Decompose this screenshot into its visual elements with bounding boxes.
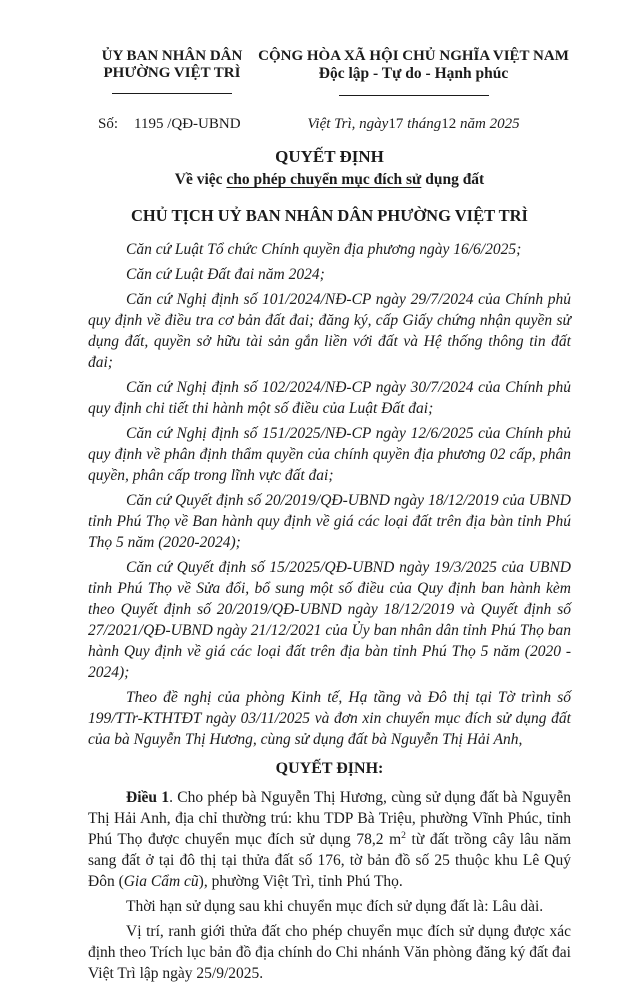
national-motto-underline [339,95,489,96]
org-name-line2: PHƯỜNG VIỆT TRÌ [103,64,241,81]
preamble-paragraph-3: Căn cứ Nghị định số 101/2024/NĐ-CP ngày 29/7/2024 của Chính phủ quy định về điều tra cơ bản đất đai; đăng ký, cấp Giấy chứng nhận quyền sử dụng đất, quyền sở hữu tài sản gắn liền với đất và Hệ thống thông tin đất đai; [88,291,571,371]
preamble-paragraph-6: Căn cứ Quyết định số 20/2019/QĐ-UBND ngày 18/12/2019 của UBND tỉnh Phú Thọ về Ban hành quy định về giá các loại đất trên địa bàn tỉnh Phú Thọ 5 năm (2020-2024); [88,492,571,551]
articles-section [88,787,571,984]
national-header-block [256,48,571,133]
decision-subject: Về việc cho phép chuyển mục đích sử dụng đất [174,171,485,188]
preamble-paragraph-5: Căn cứ Nghị định số 151/2025/NĐ-CP ngày 12/6/2025 của Chính phủ quy định về phân định thẩm quyền của chính quyền địa phương 02 cấp, phân quyền, phân cấp trong lĩnh vực đất đai; [88,425,571,484]
article-1-location-paragraph: Vị trí, ranh giới thửa đất cho phép chuyển mục đích sử dụng được xác định theo Trích lục bản đồ địa chính do Chi nhánh Văn phòng đăng ký đất đai Việt Trì lập ngày 25/9/2025. [88,923,571,982]
article-1-term-paragraph: Thời hạn sử dụng sau khi chuyển mục đích sử dụng đất là: Lâu dài. [126,898,544,915]
preamble-paragraph-1: Căn cứ Luật Tổ chức Chính quyền địa phương ngày 16/6/2025; [126,241,522,258]
preamble-paragraph-7: Căn cứ Quyết định số 15/2025/QĐ-UBND ngày 19/3/2025 của UBND tỉnh Phú Thọ về Sửa đổi, bổ sung một số điều của Quy định ban hành kèm theo Quyết định số 20/2019/QĐ-UBND ngày 18/12/2019 và Quyết định số 27/2021/QĐ-UBND ngày 21/12/2021 của Ủy ban nhân dân tỉnh Phú Thọ ban hành Quy định về giá các loại đất trên địa bàn tỉnh Phú Thọ 5 năm (2020 - 2024); [88,559,571,681]
preamble-paragraph-4: Căn cứ Nghị định số 102/2024/NĐ-CP ngày 30/7/2024 của Chính phủ quy định chi tiết thi hành một số điều của Luật Đất đai; [88,379,571,417]
decision-heading: QUYẾT ĐỊNH: [275,760,384,777]
preamble-paragraph-8: Theo đề nghị của phòng Kinh tế, Hạ tầng và Đô thị tại Tờ trình số 199/TTr-KTHTĐT ngày 03/11/2025 và đơn xin chuyển mục đích sử dụng đất của bà Nguyễn Thị Hương, cùng sử dụng đất bà Nguyễn Thị Hải Anh, [88,689,571,748]
national-motto-line1: CỘNG HÒA XÃ HỘI CHỦ NGHĨA VIỆT NAM [258,48,569,64]
preamble-section [88,239,571,750]
document-number-line [88,116,256,133]
issuing-authority-title: CHỦ TỊCH UỶ BAN NHÂN DÂN PHƯỜNG VIỆT TRÌ [131,206,528,225]
org-name-line1: ỦY BAN NHÂN DÂN [101,48,243,64]
document-number-value: 1195 /QĐ-UBND [134,116,241,132]
article-1-paragraph: Điều 1. Cho phép bà Nguyễn Thị Hương, cùng sử dụng đất bà Nguyễn Thị Hải Anh, địa chỉ thường trú: khu TDP Bà Triệu, phường Vĩnh Phúc, tỉnh Phú Thọ được chuyển mục đích sử dụng 78,2 $m^2$ từ đất trồng cây lâu năm sang đất ở tại đô thị tại thửa đất số 176, tờ bản đồ số 25 thuộc khu Lê Quý Đôn (Gia Cẩm cũ), phường Việt Trì, tỉnh Phú Thọ. [88,789,572,890]
decision-title: QUYẾT ĐỊNH [275,147,384,166]
preamble-paragraph-2: Căn cứ Luật Đất đai năm 2024; [126,266,325,283]
document-header [88,48,571,133]
national-motto-line2: Độc lập - Tự do - Hạnh phúc [318,64,509,82]
document-number-label: Số: [98,116,119,132]
issuing-org-block [88,48,256,133]
org-name-underline [112,93,232,94]
title-block [88,147,571,225]
place-date-line: Việt Trì, ngày17 tháng12 năm 2025 [307,115,520,132]
